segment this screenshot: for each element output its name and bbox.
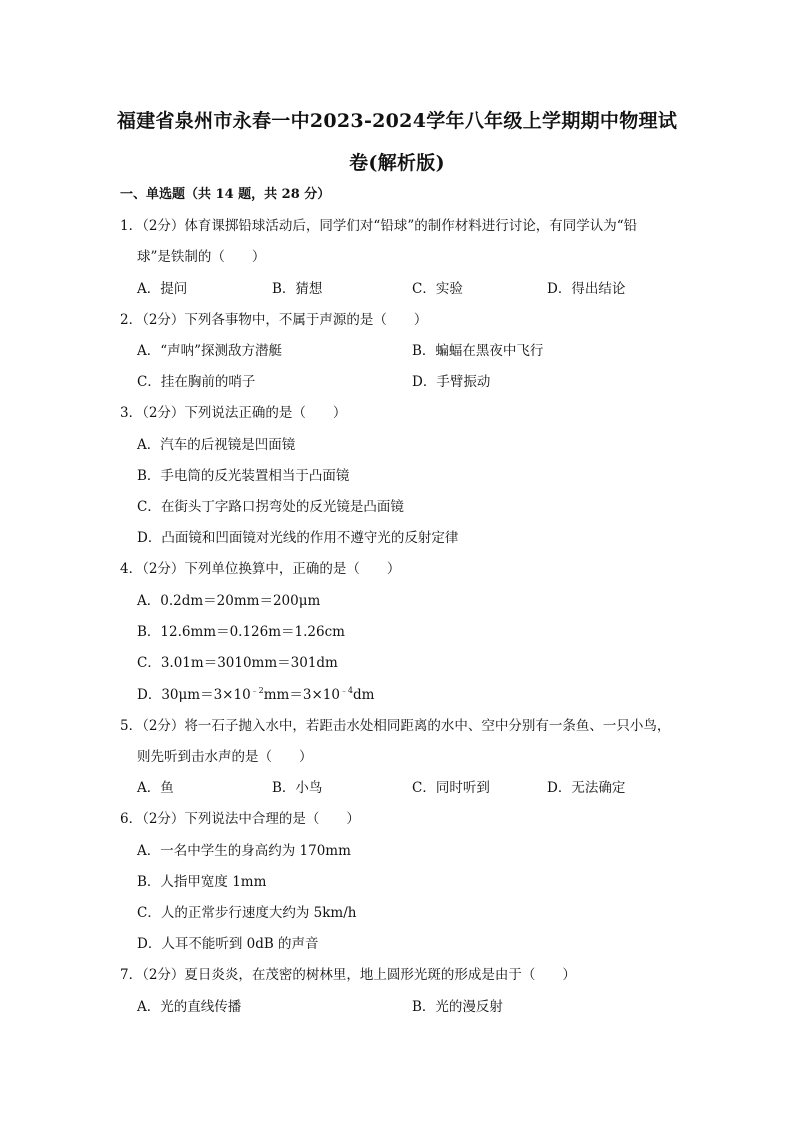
question-2-option-b: B．蝙蝠在黑夜中飞行 bbox=[412, 343, 544, 359]
question-2-stem: 2．（2分）下列各事物中，不属于声源的是（ ） bbox=[120, 312, 428, 328]
question-2-option-c: C．挂在胸前的哨子 bbox=[137, 374, 256, 390]
question-3-option-d: D．凸面镜和凹面镜对光线的作用不遵守光的反射定律 bbox=[137, 530, 459, 546]
option-d-label: D．30μm＝3×10 bbox=[137, 687, 251, 703]
question-4-option-c: C．3.01m＝3010mm＝301dm bbox=[137, 655, 338, 671]
exponent-1: ﹣2 bbox=[250, 686, 264, 695]
question-4-option-d bbox=[137, 686, 374, 704]
exponent-2: ﹣4 bbox=[339, 686, 354, 695]
question-6-option-d: D．人耳不能听到 0dB 的声音 bbox=[137, 936, 319, 952]
question-7-option-b: B．光的漫反射 bbox=[412, 999, 503, 1015]
question-5-stem-cont: 则先听到击水声的是（ ） bbox=[137, 749, 313, 765]
question-1-option-c: C．实验 bbox=[412, 281, 463, 297]
question-3-option-c: C．在街头丁字路口拐弯处的反光镜是凸面镜 bbox=[137, 499, 404, 515]
question-6-option-a: A．一名中学生的身高约为 170mm bbox=[137, 843, 351, 859]
document-title-line1: 福建省泉州市永春一中2023-2024学年八年级上学期期中物理试 bbox=[116, 110, 678, 132]
question-2-option-d: D．手臂振动 bbox=[412, 374, 491, 390]
option-d-end: dm bbox=[353, 687, 375, 703]
question-4-option-a: A．0.2dm＝20mm＝200μm bbox=[137, 593, 321, 609]
question-7-option-a: A．光的直线传播 bbox=[137, 999, 242, 1015]
question-1-stem-cont: 球”是铁制的（ ） bbox=[137, 249, 266, 265]
question-3-option-a: A．汽车的后视镜是凹面镜 bbox=[137, 437, 296, 453]
section-heading: 一、单选题（共 14 题，共 28 分） bbox=[120, 187, 331, 202]
question-1-option-b: B．猜想 bbox=[272, 281, 323, 297]
question-5-option-b: B．小鸟 bbox=[272, 780, 323, 796]
document-title-line2: 卷(解析版) bbox=[349, 152, 445, 174]
question-5-option-d: D．无法确定 bbox=[547, 780, 626, 796]
question-5-stem: 5．（2分）将一石子抛入水中，若距击水处相同距离的水中、空中分别有一条鱼、一只小鸟， bbox=[120, 718, 671, 734]
question-3-option-b: B．手电筒的反光装置相当于凸面镜 bbox=[137, 468, 350, 484]
question-1-option-d: D．得出结论 bbox=[547, 281, 626, 297]
question-2-option-a: A．“声呐”探测敌方潜艇 bbox=[137, 343, 283, 359]
option-d-mid: mm＝3×10 bbox=[263, 687, 340, 703]
question-7-stem: 7．（2分）夏日炎炎，在茂密的树林里，地上圆形光斑的形成是由于（ ） bbox=[120, 967, 576, 983]
question-6-option-b: B．人指甲宽度 1mm bbox=[137, 874, 267, 890]
question-5-option-c: C．同时听到 bbox=[412, 780, 490, 796]
question-3-stem: 3．（2分）下列说法正确的是（ ） bbox=[120, 405, 347, 421]
question-6-option-c: C．人的正常步行速度大约为 5km/h bbox=[137, 905, 357, 921]
question-1-option-a: A．提问 bbox=[137, 281, 188, 297]
question-6-stem: 6．（2分）下列说法中合理的是（ ） bbox=[120, 811, 360, 827]
question-1-stem: 1．（2分）体育课掷铅球活动后，同学们对“铅球”的制作材料进行讨论，有同学认为“铅 bbox=[120, 218, 638, 234]
question-4-option-b: B．12.6mm＝0.126m＝1.26cm bbox=[137, 624, 345, 640]
question-4-stem: 4．（2分）下列单位换算中，正确的是（ ） bbox=[120, 561, 401, 577]
question-5-option-a: A．鱼 bbox=[137, 780, 174, 796]
